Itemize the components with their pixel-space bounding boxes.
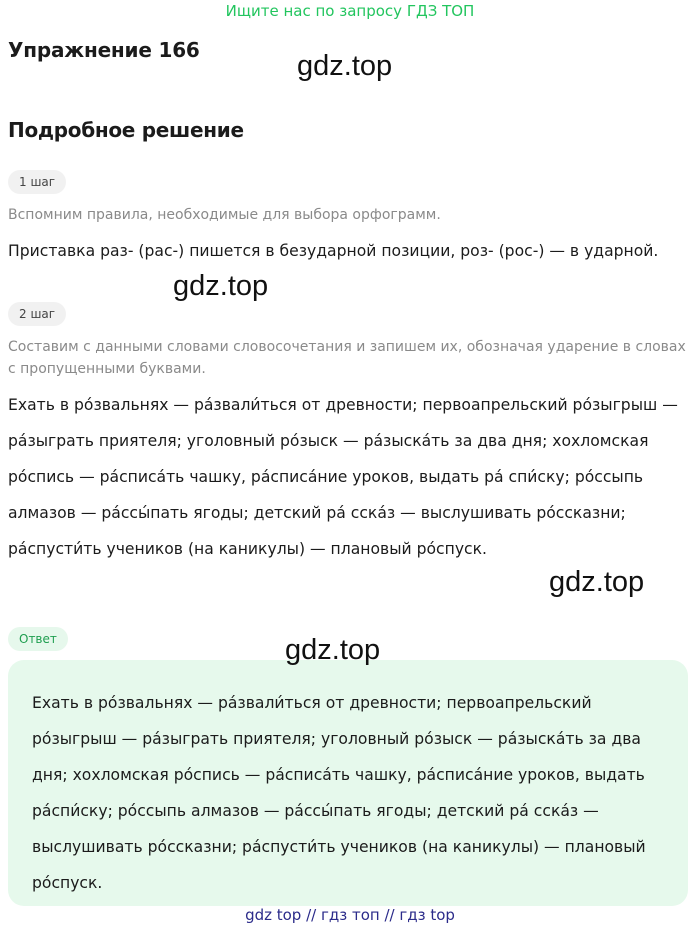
step-1-badge: 1 шаг xyxy=(8,170,66,194)
bottom-footer[interactable]: gdz top // гдз топ // гдз top xyxy=(245,906,455,924)
watermark: gdz.top xyxy=(173,270,269,302)
step-2-text: Ехать в ро́звальнях — ра́звали́ться от древности; первоапрельский ро́зыгрыш — ра́зыграть приятеля; уголовный ро́зыск — ра́зыска́ть за два дня; хохломская ро́спись — ра́списа́ть чашку, ра́списа́ние уроков, выдать ра́ спи́ску; ро́ссыпь алмазов — ра́ссы́пать ягоды; детский ра́ сска́з — выслушивать ро́ссказни; ра́спусти́ть учеников (на каникулы) — плановый ро́спуск. xyxy=(8,396,678,558)
step-2-hint: Составим с данными словами словосочетания и запишем их, обозначая ударение в словах с пропущенными буквами. xyxy=(8,339,686,377)
watermark: gdz.top xyxy=(549,566,645,598)
answer-badge: Ответ xyxy=(8,627,68,651)
section-title: Подробное решение xyxy=(8,118,244,142)
step-2-badge: 2 шаг xyxy=(8,302,66,326)
watermark: gdz.top xyxy=(285,634,381,666)
step-1-hint: Вспомним правила, необходимые для выбора орфограмм. xyxy=(8,207,441,223)
watermark: gdz.top xyxy=(297,50,393,82)
step-1-text: Приставка раз- (рас-) пишется в безударной позиции, роз- (рос-) — в ударной. xyxy=(8,242,659,260)
exercise-title: Упражнение 166 xyxy=(8,38,200,62)
answer-text: Ехать в ро́звальнях — ра́звали́ться от древности; первоапрельский ро́зыгрыш — ра́зыграть приятеля; уголовный ро́зыск — ра́зыска́ть за два дня; хохломская ро́спись — ра́списа́ть чашку, ра́списа́ние уроков, выдать ра́спи́ску; ро́ссыпь алмазов — ра́ссы́пать ягоды; детский ра́ сска́з — выслушивать ро́ссказни; ра́спусти́ть учеников (на каникулы) — плановый ро́спуск. xyxy=(32,694,646,892)
top-banner[interactable]: Ищите нас по запросу ГДЗ ТОП xyxy=(225,2,475,20)
